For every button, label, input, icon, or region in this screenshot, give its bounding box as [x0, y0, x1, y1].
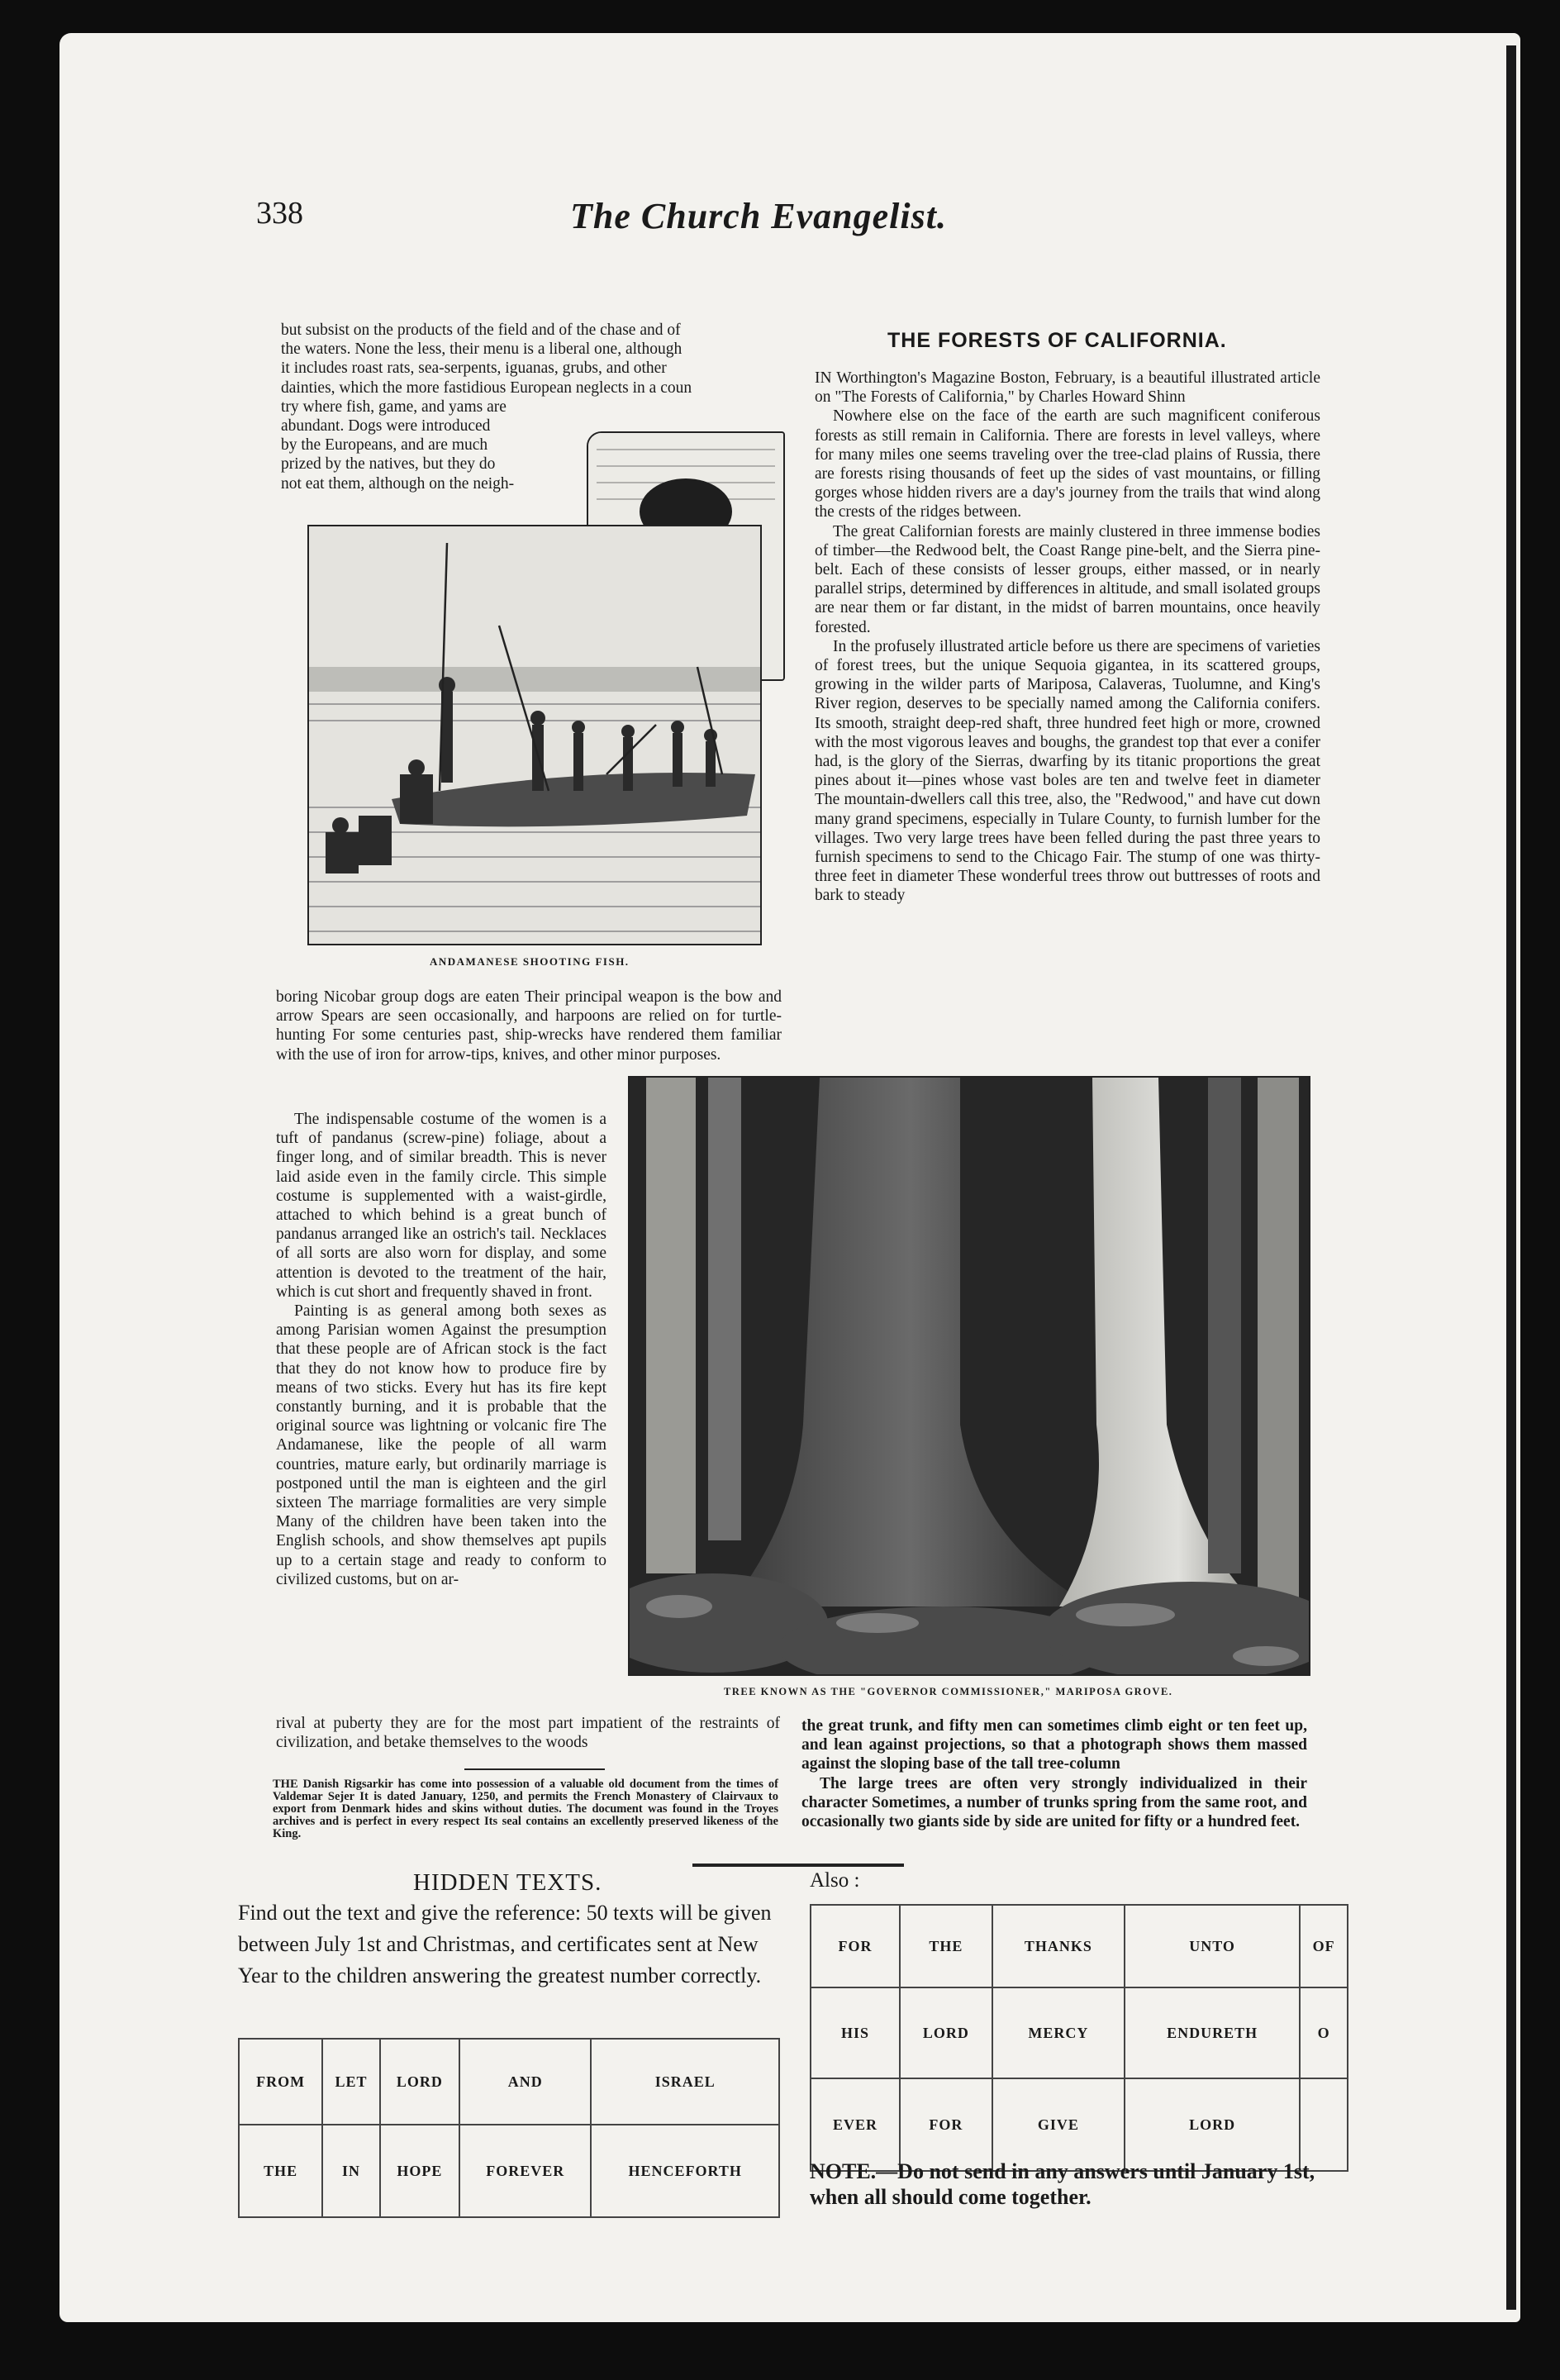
divider-rule	[464, 1768, 605, 1770]
andamanese-illustration	[307, 525, 762, 945]
grid-cell: OF	[1300, 1905, 1348, 1987]
left-mid-text	[276, 988, 782, 1064]
paragraph: rival at puberty they are for the most part impatient of the restraints of civilization, and betake themselves to the woods	[276, 1715, 780, 1752]
tree-photo-drawing	[630, 1078, 1309, 1674]
grid-cell: MERCY	[992, 1987, 1125, 2078]
paragraph: boring Nicobar group dogs are eaten Their principal weapon is the bow and arrow Spears are seen occasionally, and harpoons are relied on for turtle-hunting For some centuries past, ship-wrecks have rendered them familiar with the use of iron for arrow-tips, knives, and other minor purposes.	[276, 988, 782, 1064]
left-bottom-text	[276, 1714, 780, 1752]
grid-cell: ISRAEL	[591, 2039, 779, 2125]
grid-row	[239, 2039, 779, 2125]
grid-cell: FOR	[900, 2078, 992, 2171]
grid-cell: UNTO	[1125, 1905, 1300, 1987]
grid-cell: FOR	[811, 1905, 900, 1987]
andamanese-caption: ANDAMANESE SHOOTING FISH.	[430, 955, 630, 968]
text-line: prized by the natives, but they do	[281, 455, 496, 474]
grid-cell: AND	[459, 2039, 591, 2125]
grid-cell: EVER	[811, 2078, 900, 2171]
also-label: Also :	[810, 1869, 860, 1892]
text-line: try where fish, game, and yams are	[281, 397, 507, 416]
paragraph: The great Californian forests are mainly clustered in three immense bodies of timber—the Redwood belt, the Coast Range pine-belt, and the Sierra pine-belt. Each of these consists of lesser groups, either massed, or in nearly parallel strips, determined by differences in altitude, and small isolated groups are near them or far distant, in the midst of barren mountains, once heavily forested.	[815, 522, 1320, 636]
also-grid	[810, 1904, 1348, 2172]
text-line: the waters. None the less, their menu is a liberal one, although	[281, 340, 682, 359]
grid-row	[811, 2078, 1348, 2171]
text-line: it includes roast rats, sea-serpents, iguanas, grubs, and other	[281, 359, 667, 378]
grid-cell: LORD	[380, 2039, 460, 2125]
page-number: 338	[256, 196, 303, 231]
text-line: but subsist on the products of the field and of the chase and of	[281, 321, 681, 339]
grid-cell: LET	[322, 2039, 379, 2125]
grid-cell: THE	[239, 2125, 322, 2217]
grid-cell: LORD	[900, 1987, 992, 2078]
grid-cell: IN	[322, 2125, 379, 2217]
text-line: dainties, which the more fastidious European neglects in a coun	[281, 378, 692, 397]
grid-row	[811, 1905, 1348, 1987]
answers-note: NOTE.—Do not send in any answers until January 1st, when all should come together.	[810, 2159, 1315, 2209]
grid-row	[239, 2125, 779, 2217]
grid-cell: THANKS	[992, 1905, 1125, 1987]
paragraph: Nowhere else on the face of the earth are such magnificent coniferous forests as still remain in California. There are forests in level valleys, where for many miles one seems traveling over the tree-clad plains of Russia, there are forests rising thousands of feet up the sides of vast mountains, or filling gorges whose hidden rivers are a day's journey from the trails that wind along the crests of the ridges between.	[815, 407, 1320, 521]
divider-rule	[692, 1864, 904, 1867]
forests-heading: THE FORESTS OF CALIFORNIA.	[887, 329, 1227, 352]
hidden-texts-title: HIDDEN TEXTS.	[413, 1869, 602, 1896]
text-line: by the Europeans, and are much	[281, 436, 488, 455]
grid-cell: LORD	[1125, 2078, 1300, 2171]
hidden-texts-grid	[238, 2038, 780, 2218]
forests-text-continued	[801, 1716, 1307, 1831]
grid-cell: HENCEFORTH	[591, 2125, 779, 2217]
page-edge	[1506, 45, 1516, 2310]
forests-text	[815, 369, 1320, 906]
hidden-texts-instructions: Find out the text and give the reference: 50 texts will be given between July 1st and Christmas, and certificates sent at New Year to the children answering the greatest number correctly.	[238, 1901, 772, 1987]
grid-row	[811, 1987, 1348, 2078]
paragraph: IN Worthington's Magazine Boston, February, is a beautiful illustrated article on "The Forests of California," by Charles Howard Shinn	[815, 369, 1320, 407]
paragraph: The indispensable costume of the women is a tuft of pandanus (screw-pine) foliage, about a finger long, and of similar breadth. This is never laid aside even in the family circle. This simple costume is supplemented with a waist-girdle, attached to which behind is a great bunch of pandanus arranged like an ostrich's tail. Necklaces of all sorts are also worn for display, and some attention is devoted to the treatment of the hair, which is cut short and frequently shaved in front.	[276, 1111, 606, 1301]
grid-cell: O	[1300, 1987, 1348, 2078]
grid-cell: HOPE	[380, 2125, 460, 2217]
grid-cell: ENDURETH	[1125, 1987, 1300, 2078]
paragraph: Painting is as general among both sexes as among Parisian women Against the presumption that these people are of African stock is the fact that they do not know how to produce fire by means of two sticks. Every hut has its fire kept constantly burning, and it is probable that the original source was lightning or volcanic fire The Andamanese, like the people of all warm countries, mature early, but ordinarily marriage is postponed until the man is eighteen and the girl sixteen The marriage formalities are very simple Many of the children have been taken into the English schools, and show themselves apt pupils up to a certain stage and ready to conform to civilized customs, but on ar-	[276, 1302, 606, 1588]
text-line: not eat them, although on the neigh-	[281, 474, 515, 493]
grid-cell: HIS	[811, 1987, 900, 2078]
grid-cell: GIVE	[992, 2078, 1125, 2171]
grid-cell: FROM	[239, 2039, 322, 2125]
danish-note: THE Danish Rigsarkir has come into possession of a valuable old document from the times of Valdemar Sejer It is dated January, 1250, and permits the French Monastery of Clairvaux to export from Denmark hides and skins without duties. The document was found in the Troyes archives and is perfect in every respect Its seal contains an excellently preserved likeness of the King.	[273, 1778, 778, 1840]
grid-cell: FOREVER	[459, 2125, 591, 2217]
tree-caption: TREE KNOWN AS THE "GOVERNOR COMMISSIONER," MARIPOSA GROVE.	[724, 1686, 1173, 1697]
paragraph: The large trees are often very strongly individualized in their character Sometimes, a number of trunks spring from the same root, and occasionally two giants side by side are united for fifty or a hundred feet.	[801, 1774, 1307, 1831]
left-narrow-text	[276, 1110, 606, 1589]
paragraph: the great trunk, and fifty men can sometimes climb eight or ten feet up, and lean against projections, so that a photograph shows them massed against the sloping base of the tall tree-column	[801, 1717, 1307, 1773]
canoe-scene-drawing	[309, 526, 760, 944]
paragraph: In the profusely illustrated article before us there are specimens of varieties of forest trees, but the unique Sequoia gigantea, in its scattered groups, growing in the wilder parts of Mariposa, Calaveras, Tuolumne, and King's River region, deserves to be specially named among the California conifers. Its smooth, straight deep-red shaft, three hundred feet high or more, crowned with the most vigorous leaves and boughs, the grandest top that ever a conifer had, is the glory of the Sierras, dwarfing by its titanic proportions the great pines about it—pines whose vast boles are ten and twelve feet in diameter The mountain-dwellers call this tree, also, the "Redwood," and have cut down many grand specimens, especially in Tulare County, to furnish lumber for the villages. Two very large trees have been felled during the past three years to furnish specimens to send to the Chicago Fair. The stump of one was thirty-three feet in diameter These wonderful trees throw out buttresses of roots and bark to steady	[815, 637, 1320, 905]
grid-cell	[1300, 2078, 1348, 2171]
masthead-title: The Church Evangelist.	[570, 196, 947, 236]
grid-cell: THE	[900, 1905, 992, 1987]
text-line: abundant. Dogs were introduced	[281, 417, 491, 436]
tree-photograph	[628, 1076, 1310, 1676]
